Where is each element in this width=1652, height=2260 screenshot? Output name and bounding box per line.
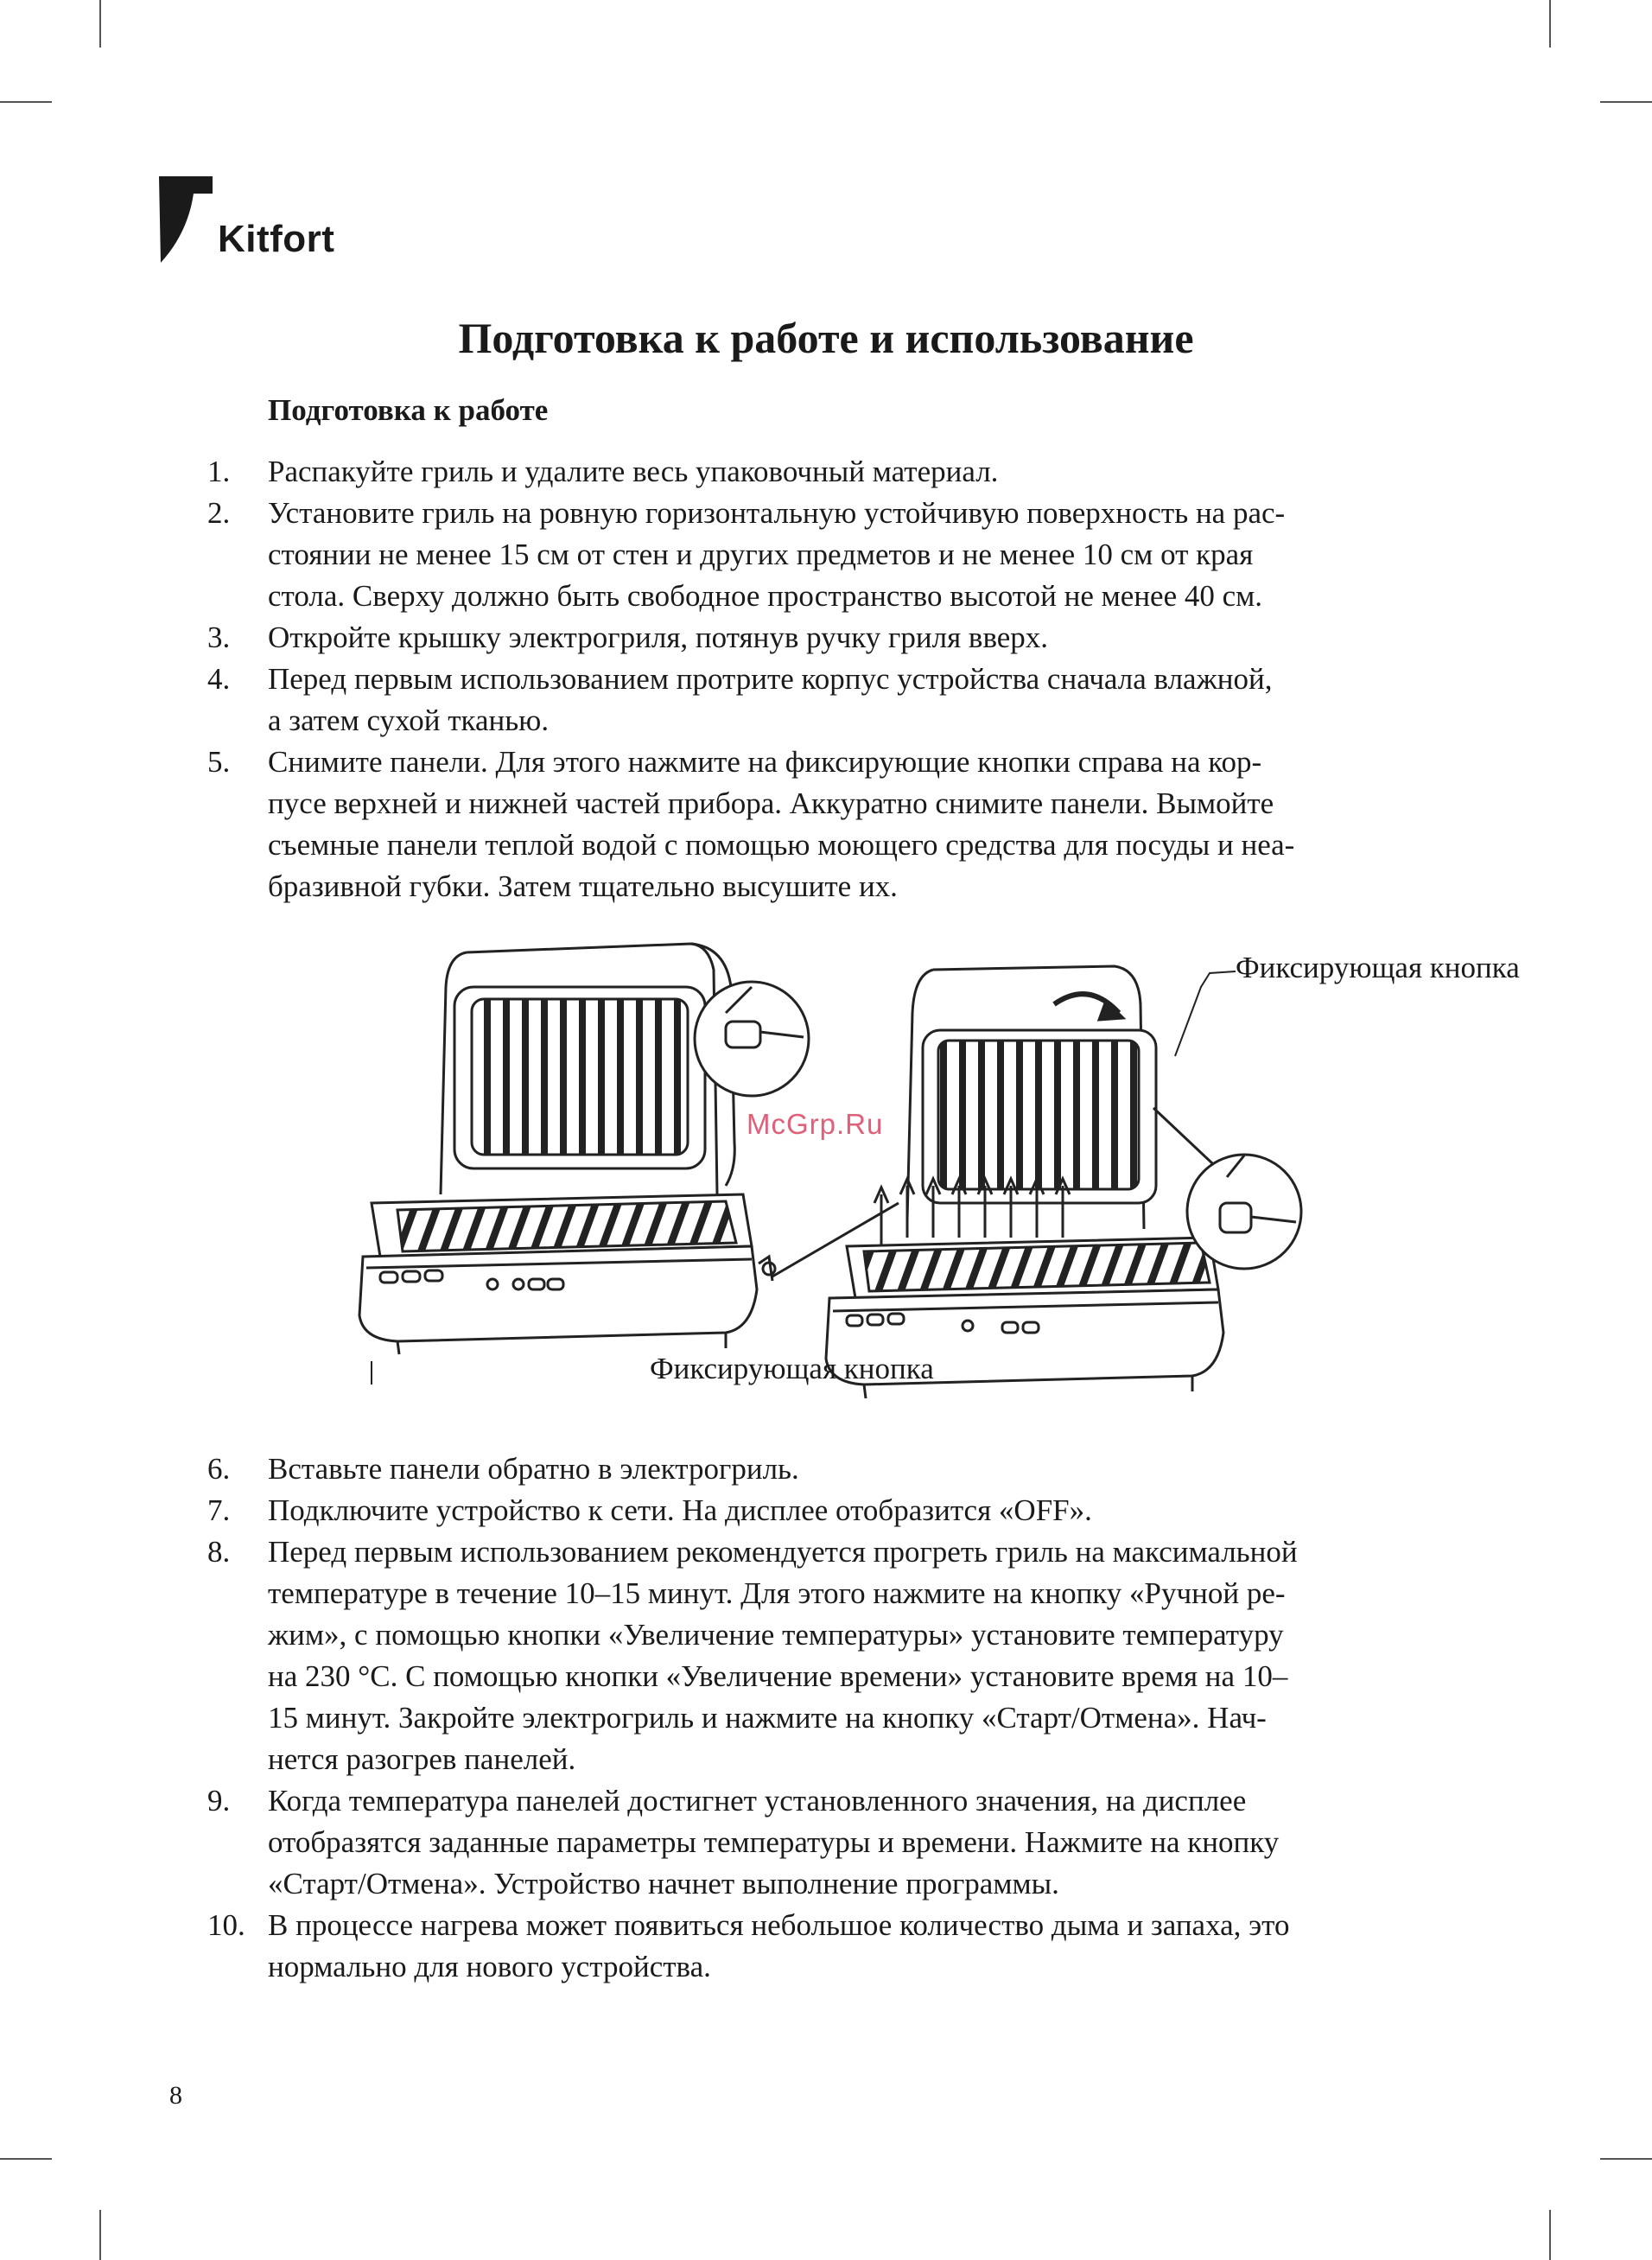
crop-mark [0,2158,52,2160]
crop-mark [0,101,52,103]
item-number: 3. [207,621,231,654]
item-text: Откройте крышку электрогриля, потянув ручку гриля вверх. [268,621,1049,654]
item-number: 10. [207,1908,245,1942]
crop-mark [99,0,101,48]
item-text: Вставьте панели обратно в электрогриль. [268,1452,799,1486]
crop-mark [1600,101,1652,103]
item-text: Перед первым использованием протрите корпус устройства сначала влажной, а затем сухой тканью. [268,662,1273,737]
crop-mark [1600,2158,1652,2160]
item-text: Снимите панели. Для этого нажмите на фиксирующие кнопки справа на кор- пусе верхней и нижней частей прибора. Аккуратно снимите панели. Вымойте съемные панели теплой водой с помощью моющего средства для посуды и неа- бразивной губки. Затем тщательно высушите их. [268,745,1295,903]
item-number: 1. [207,455,231,488]
item-text: В процессе нагрева может появиться небольшое количество дыма и запаха, это нормально для нового устройства. [268,1908,1290,1983]
item-number: 7. [207,1493,231,1527]
logo-text: Kitfort [218,218,335,260]
list-item [207,742,1452,907]
item-number: 4. [207,662,231,696]
list-item [207,1905,1452,1988]
fixing-button-label-left: Фиксирующая кнопка [650,1352,934,1385]
crop-mark [99,2210,101,2260]
logo-mark-icon [156,173,216,268]
item-text: Установите гриль на ровную горизонтальную устойчивую поверхность на рас- стоянии не менее 15 см от стен и других предметов и не менее 10 см от края стола. Сверху должно быть свободное пространство высотой не менее 40 см. [268,496,1286,613]
list-item [207,1531,1452,1780]
fixing-button-label-right: Фиксирующая кнопка [1236,951,1520,984]
list-item [207,1780,1452,1905]
list-item [207,1448,1452,1490]
brand-logo [156,173,354,268]
page-title: Подготовка к работе и использование [458,314,1194,362]
list-item [207,617,1452,659]
steps-list-part1 [207,451,1452,907]
list-item [207,1490,1452,1531]
list-item [207,493,1452,617]
section-subtitle: Подготовка к работе [268,393,549,427]
item-number: 8. [207,1535,231,1569]
page-number: 8 [169,2081,182,2110]
item-text: Перед первым использованием рекомендуется прогреть гриль на максимальной температуре в течение 10–15 минут. Для этого нажмите на кнопку «Ручной ре- жим», с помощью кнопки «Увеличение температуры» установите температуру на 230 °С. С помощью кнопки «Увеличение времени» установите время на 10– 15 минут. Закройте электрогриль и нажмите на кнопку «Старт/Отмена». Нач- нется разогрев панелей. [268,1535,1298,1776]
list-item [207,659,1452,742]
crop-mark [1549,2210,1551,2260]
grill-illustration [346,935,1520,1436]
item-number: 2. [207,496,231,530]
item-text: Распакуйте гриль и удалите весь упаковочный материал. [268,455,999,488]
item-number: 6. [207,1452,231,1486]
crop-mark [1549,0,1551,48]
item-number: 5. [207,745,231,779]
list-item [207,451,1452,493]
item-text: Подключите устройство к сети. На дисплее отобразится «OFF». [268,1493,1092,1527]
steps-list-part2 [207,1448,1452,1988]
watermark-text: McGrp.Ru [747,1108,884,1140]
item-number: 9. [207,1784,231,1818]
item-text: Когда температура панелей достигнет установленного значения, на дисплее отобразятся заданные параметры температуры и времени. Нажмите на кнопку «Старт/Отмена». Устройство начнет выполнение программы. [268,1784,1280,1900]
